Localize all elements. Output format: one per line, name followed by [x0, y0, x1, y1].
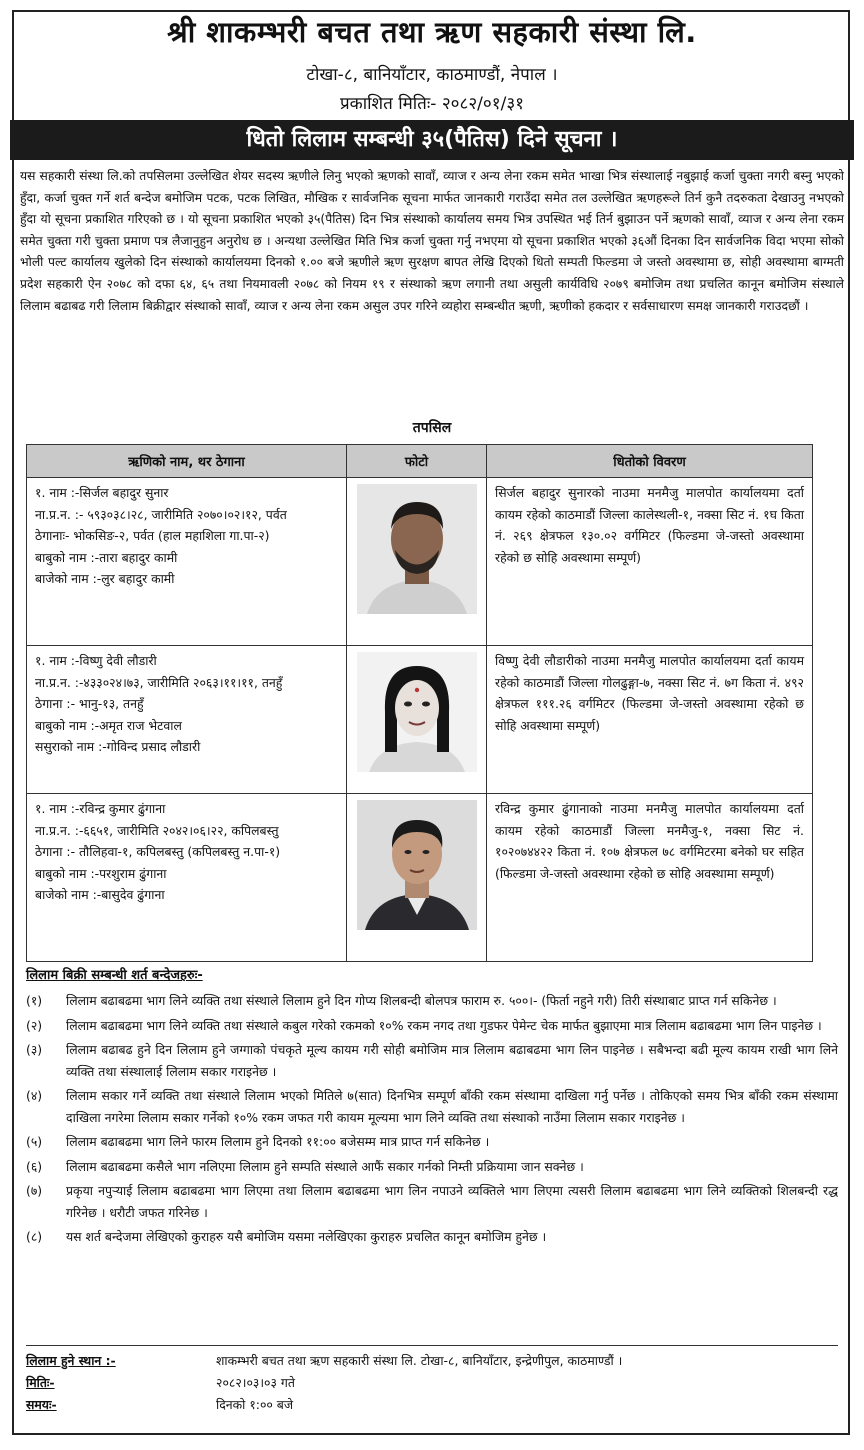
- list-item: [26, 1226, 838, 1248]
- notice-banner: धितो लिलाम सम्बन्धी ३५(पैतिस) दिने सूचना ।: [10, 120, 854, 160]
- table-header-row: [27, 445, 813, 478]
- borrower-name: १. नाम :-रविन्द्र कुमार ढुंगाना: [35, 801, 166, 816]
- borrower-address: ठेगानाः- भोकसिङ-२, पर्वत (हाल महाशिला गा.पा-२): [35, 528, 270, 543]
- list-item: [26, 1180, 838, 1223]
- auction-time-label: समयः-: [26, 1397, 57, 1412]
- conditions-list: [26, 990, 838, 1251]
- auction-place-label: लिलाम हुने स्थान :-: [26, 1353, 116, 1368]
- borrower-grandfather: बाजेको नाम :-लुर बहादुर कामी: [35, 571, 175, 586]
- condition-text: यस शर्त बन्देजमा लेखिएको कुराहरु यसै बमोजिम यसमा नलेखिएका कुराहरु प्रचलित कानून बमोजिम हुनेछ ।: [66, 1229, 547, 1244]
- table-row: [27, 478, 813, 646]
- borrower-name: १. नाम :-विष्णु देवी लौडारी: [35, 653, 157, 668]
- borrower-photo: [357, 800, 477, 930]
- borrower-citizenship: ना.प्र.न. :- ५९३०३८।२८, जारीमिति २०७०।०२।१२, पर्वत: [35, 506, 287, 522]
- list-item: [26, 990, 838, 1012]
- condition-number: (५): [26, 1134, 43, 1149]
- list-item: [26, 1131, 838, 1153]
- borrower-father: बाबुको नाम :-अमृत राज भेटवाल: [35, 717, 182, 733]
- condition-number: (१): [26, 993, 43, 1008]
- condition-text: प्रकृया नपुऱ्याई लिलाम बढाबढमा भाग लिएमा तथा लिलाम बढाबढमा भाग लिन नपाउने व्यक्तिले भाग लिएमा त्यसरी लिलाम बढाबढमा भाग लिने व्यक्तिको शिलबन्दी रद्ध गरिनेछ । धरौटी जफत गरिनेछ ।: [66, 1183, 838, 1220]
- borrower-father: बाबुको नाम :-परशुराम ढुंगाना: [35, 865, 167, 881]
- condition-number: (८): [26, 1229, 43, 1244]
- intro-paragraph: यस सहकारी संस्था लि.को तपसिलमा उल्लेखित शेयर सदस्य ऋणीले लिनु भएको ऋणको सावाँ, व्याज र अन्य लेना रकम समेत भाखा भित्र संस्थालाई नबुझाई कर्जा चुक्ता नगरी बस्नु भएको हुँदा, कर्जा चुक्त गर्ने शर्त बन्देज बमोजिम पटक, पटक लिखित, मौखिक र सार्वजनिक सूचना मार्फत जानकारी गराउँदा समेत तल उल्लेखित ऋणहरूले तिर्न कुनै तदरुकता देखाउनु नभएको हुँदा यो सूचना प्रकाशित गरिएको छ । यो सूचना प्रकाशित भएको ३५(पैतिस) दिन भित्र संस्थाको कार्यालय समय भित्र उपस्थित भई तिर्न बुझाउन पर्ने ऋणको सावाँ, व्याज र अन्य लेना रकम समेत चुक्ता गरी चुक्ता प्रमाण पत्र लैजानुहुन अनुरोध छ । अन्यथा उल्लेखित मिति भित्र कर्जा चुक्ता गर्नु नभएमा यो सूचना प्रकाशित भएको ३६औं दिनका दिन सार्वजनिक विदा भएमा सोको भोली पल्ट कार्यालय खुलेको दिन संस्थाको कार्यालयमा दिनको १.०० बजे ऋणीले ऋण सुरक्षण बापत लेखि दिएको धितो सम्पती फिल्डमा जे जस्तो अवस्थामा छ, सोही अवस्थामा बाग्मती प्रदेश सहकारी ऐन २०७८ को दफा ६४, ६५ तथा नियमावली २०७८ को नियम १९ र संस्थाको ऋण लगानी तथा असुली कार्यविधि २०७९ बमोजिम तथा प्रचलित कानून बमोजिम संस्थाले लिलाम बढाबढ गरी लिलाम बिक्रीद्वार संस्थाको सावाँ, व्याज र अन्य लेना रकम असुल उपर गरिने व्यहोरा सम्बन्धीत ऋणी, ऋणीको हकदार र सर्वसाधारण समक्ष जानकारी गराउदछौं ।: [20, 169, 844, 313]
- condition-number: (४): [26, 1088, 43, 1103]
- borrowers-table: [26, 444, 813, 962]
- conditions-heading: लिलाम बिक्री सम्बन्धी शर्त बन्देजहरुः-: [26, 968, 203, 983]
- photo-cell: [347, 478, 487, 646]
- borrower-citizenship: ना.प्र.न. :-६६५१, जारीमिति २०४२।०६।२२, कपिलबस्तु: [35, 822, 279, 838]
- borrower-address: ठेगाना :- तौलिहवा-१, कपिलबस्तु (कपिलबस्तु न.पा-१): [35, 844, 281, 859]
- list-item: [26, 1039, 838, 1082]
- condition-text: लिलाम बढाबढमा भाग लिने व्यक्ति तथा संस्थाले लिलाम हुने दिन गोप्य शिलबन्दी बोलपत्र फाराम रु. ५००।- (फिर्ता नहुने गरी) तिरी संस्थाबाट प्राप्त गर्न सकिनेछ ।: [66, 993, 777, 1008]
- photo-cell: [347, 646, 487, 794]
- auction-date-value: २०८२।०३।०३ गते: [216, 1375, 295, 1390]
- collateral-cell: सिर्जल बहादुर सुनारको नाउमा मनमैजु मालपोत कार्यालयमा दर्ता कायम रहेको काठमाडौं जिल्ला कालेस्थली-१, नक्सा सिट नं. १घ किता नं. २६९ क्षेत्रफल १३०.०२ वर्गमिटर (फिल्डमा जे-जस्तो अवस्थामा रहेको छ सोहि अवस्थामा सम्पूर्ण): [487, 478, 813, 646]
- list-item: [26, 1156, 838, 1178]
- borrower-citizenship: ना.प्र.न. :-४३३०२४।७३, जारीमिति २०६३।११।११, तनहुँ: [35, 674, 283, 690]
- table-row: [27, 646, 813, 794]
- condition-text: लिलाम बढाबढमा भाग लिने व्यक्ति तथा संस्थाले कबुल गरेको रकमको १०% रकम नगद तथा गुडफर पेमेन्ट चेक मार्फत बुझाएमा मात्र लिलाम बढाबढमा भाग लिन पाइनेछ ।: [66, 1017, 822, 1033]
- man-photo-icon: [357, 800, 477, 930]
- list-item: [26, 1085, 838, 1128]
- auction-date-label: मितिः-: [26, 1375, 55, 1390]
- auction-place-row: [26, 1350, 836, 1372]
- header-borrower: ऋणिको नाम, थर ठेगाना: [27, 445, 347, 478]
- borrower-photo: [357, 652, 477, 772]
- auction-time-row: [26, 1394, 836, 1416]
- condition-text: लिलाम बढाबढमा कसैले भाग नलिएमा लिलाम हुने सम्पति संस्थाले आफैं सकार गर्नको निम्ती प्रक्रियामा जान सक्नेछ ।: [66, 1158, 584, 1174]
- list-item: [26, 1015, 838, 1037]
- condition-text: लिलाम सकार गर्ने व्यक्ति तथा संस्थाले लिलाम भएको मितिले ७(सात) दिनभित्र सम्पूर्ण बाँकी रकम संस्थामा दाखिला गर्नु पर्नेछ । तोकिएको समय भित्र बाँकी रकम संस्थामा दाखिला नगरेमा लिलाम सकार गर्नेको १०% रकम जफत गरी कायम मूल्यमा भाग लिने व्यक्ति तथा संस्थाको नाउँमा लिलाम सकार गराइनेछ ।: [66, 1088, 838, 1125]
- auction-time-value: दिनको १:०० बजे: [216, 1397, 294, 1412]
- divider: [26, 1345, 838, 1346]
- borrower-name: १. नाम :-सिर्जल बहादुर सुनार: [35, 485, 169, 500]
- header-collateral: धितोको विवरण: [487, 445, 813, 478]
- condition-text: लिलाम बढाबढ हुने दिन लिलाम हुने जग्गाको पंचकृते मूल्य कायम गरी सोही बमोजिम मात्र लिलाम बढाबढमा भाग लिन पाइनेछ । सबैभन्दा बढी मूल्य कायम राखी भाग लिने व्यक्ति तथा संस्थालाई लिलाम सकार गराइनेछ ।: [66, 1042, 838, 1079]
- condition-number: (२): [26, 1017, 43, 1033]
- man-photo-icon: [357, 484, 477, 614]
- auction-place-value: शाकम्भरी बचत तथा ऋण सहकारी संस्था लि. टोखा-८, बानियाँटार, इन्द्रेणीपुल, काठमाण्डौं ।: [216, 1353, 623, 1368]
- organization-title: श्री शाकम्भरी बचत तथा ऋण सहकारी संस्था लि.: [167, 15, 697, 49]
- borrower-cell: [27, 478, 347, 646]
- condition-number: (७): [26, 1183, 43, 1198]
- organization-address: टोखा-८, बानियाँटार, काठमाण्डौं, नेपाल ।: [306, 65, 558, 85]
- borrower-photo: [357, 484, 477, 614]
- table-row: [27, 794, 813, 962]
- condition-number: (६): [26, 1158, 43, 1174]
- woman-photo-icon: [357, 652, 477, 772]
- table-heading: तपसिल: [412, 420, 452, 436]
- collateral-cell: रविन्द्र कुमार ढुंगानाको नाउमा मनमैजु मालपोत कार्यालयमा दर्ता कायम रहेको काठमाडौं जिल्ला मनमैजु-१, नक्सा सिट नं. १०२०७४४२२ किता नं. १०७ क्षेत्रफल ७८ वर्गमिटरमा बनेको घर सहित (फिल्डमा जे-जस्तो अवस्थामा रहेको छ सोहि अवस्थामा सम्पूर्ण): [487, 794, 813, 962]
- borrower-cell: [27, 646, 347, 794]
- condition-text: लिलाम बढाबढमा भाग लिने फारम लिलाम हुने दिनको ११:०० बजेसम्म मात्र प्राप्त गर्न सकिनेछ ।: [66, 1134, 490, 1149]
- auction-info: [26, 1350, 836, 1416]
- published-date: प्रकाशित मितिः- २०८२/०१/३१: [340, 94, 524, 114]
- borrower-cell: [27, 794, 347, 962]
- borrower-father-in-law: ससुराको नाम :-गोविन्द प्रसाद लौडारी: [35, 739, 201, 754]
- auction-date-row: [26, 1372, 836, 1394]
- condition-number: (३): [26, 1042, 43, 1057]
- borrower-father: बाबुको नाम :-तारा बहादुर कामी: [35, 549, 178, 565]
- borrower-address: ठेगाना :- भानु-१३, तनहुँ: [35, 696, 144, 711]
- collateral-cell: विष्णु देवी लौडारीको नाउमा मनमैजु मालपोत कार्यालयमा दर्ता कायम रहेको काठमाडौं जिल्ला गोलढुङ्गा-७, नक्सा सिट नं. ७ग किता नं. ४९२ क्षेत्रफल १११.२६ वर्गमिटर (फिल्डमा जे-जस्तो अवस्थामा रहेको छ सोहि अवस्थामा सम्पूर्ण): [487, 646, 813, 794]
- photo-cell: [347, 794, 487, 962]
- borrower-grandfather: बाजेको नाम :-बासुदेव ढुंगाना: [35, 887, 165, 902]
- header-photo: फोटो: [347, 445, 487, 478]
